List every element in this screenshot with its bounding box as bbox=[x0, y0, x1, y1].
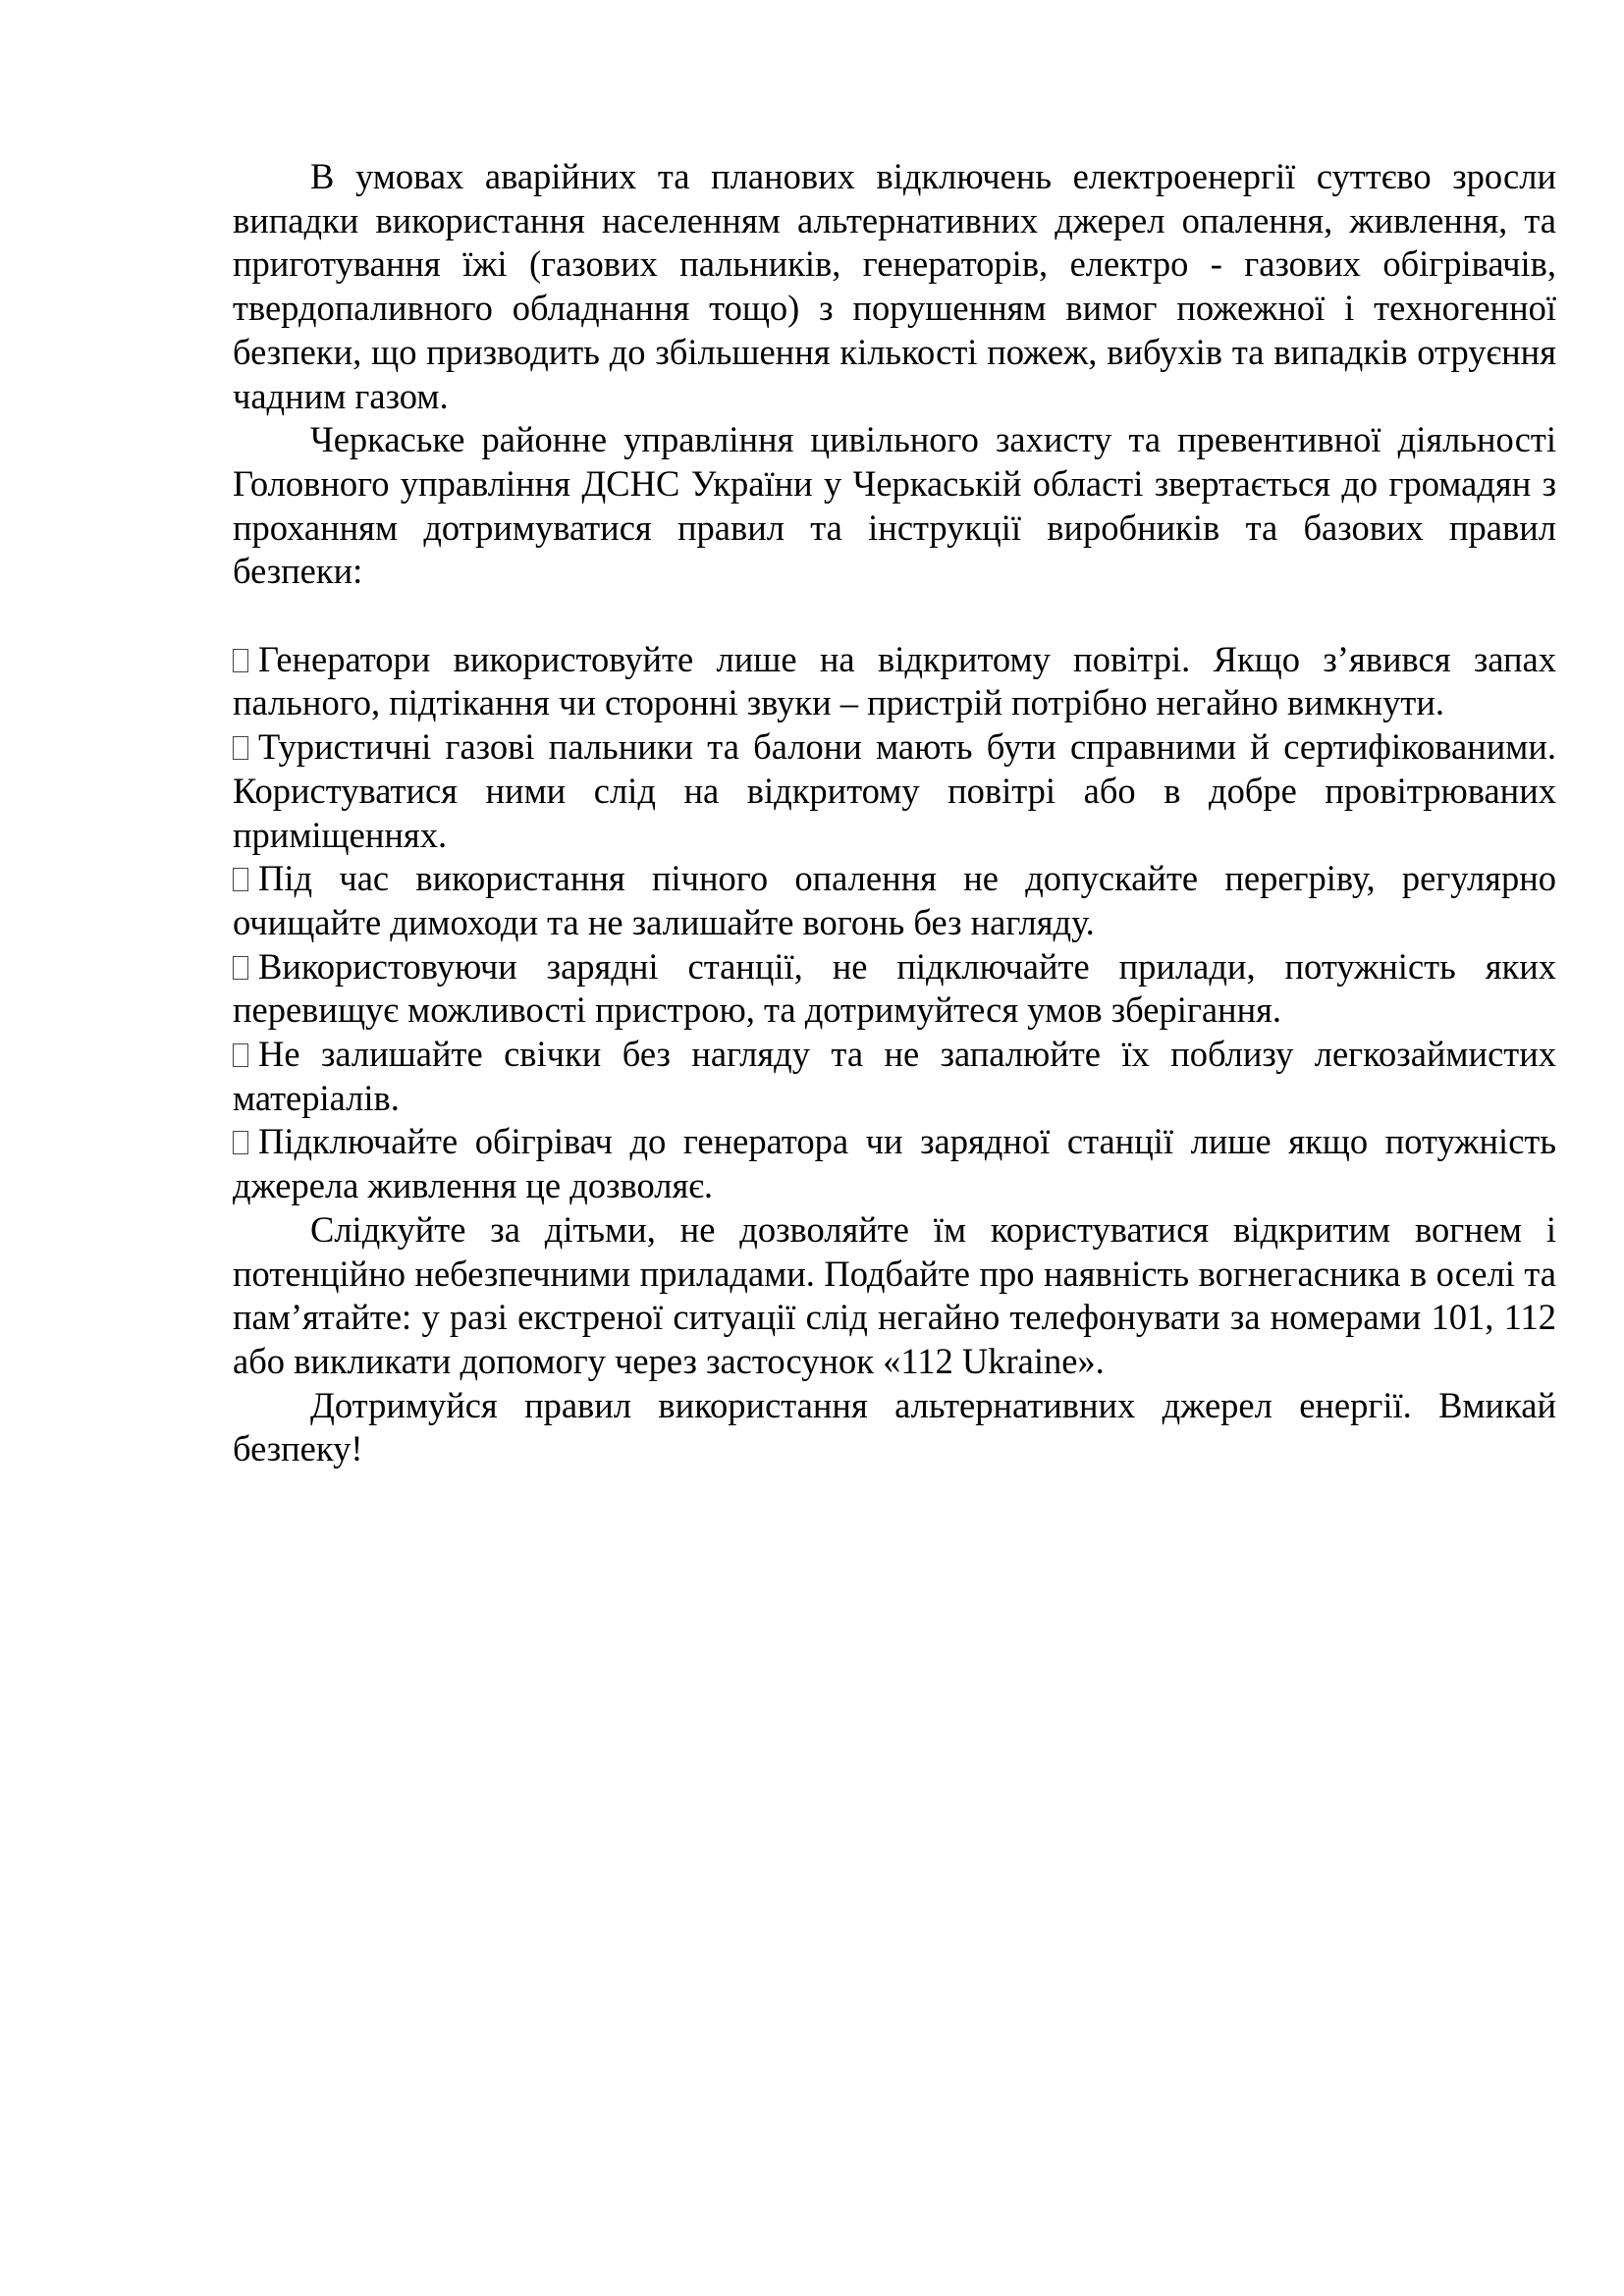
bullet-text: Генератори використовуйте лише на відкритому повітрі. Якщо з’явився запах пального, підтікання чи сторонні звуки – пристрій потрібно негайно вимкнути. bbox=[233, 638, 1556, 723]
bullet-text: Не залишайте свічки без нагляду та не запалюйте їх поблизу легкозаймистих матеріалів. bbox=[233, 1034, 1556, 1118]
closing-paragraph-1: Слідкуйте за дітьми, не дозволяйте їм користуватися відкритим вогнем і потенційно небезпечними приладами. Подбайте про наявність вогнегасника в оселі та пам’ятайте: у разі екстреної ситуації слід негайно телефонувати за номерами 101, 112 або викликати допомогу через застосунок «112 Ukraine». bbox=[233, 1208, 1556, 1381]
bullet-item-gas-burners bbox=[233, 725, 1556, 857]
missing-glyph-box-icon bbox=[233, 1043, 248, 1067]
missing-glyph-box-icon bbox=[233, 956, 248, 980]
bullet-item-heaters bbox=[233, 1120, 1556, 1207]
missing-glyph-box-icon bbox=[233, 1131, 248, 1154]
bullet-item-candles bbox=[233, 1033, 1556, 1120]
document-body bbox=[233, 155, 1556, 1471]
bullet-text: Використовуючи зарядні станції, не підключайте прилади, потужність яких перевищує можливості пристрою, та дотримуйтеся умов зберігання. bbox=[233, 945, 1556, 1031]
intro-paragraph-2: Черкаське районне управління цивільного захисту та превентивної діяльності Головного управління ДСНС України у Черкаській області звертається до громадян з проханням дотримуватися правил та інструкції виробників та базових правил безпеки: bbox=[233, 419, 1556, 592]
bullet-item-stove-heating bbox=[233, 857, 1556, 944]
bullet-item-charging-stations bbox=[233, 945, 1556, 1033]
closing-paragraph-2: Дотримуйся правил використання альтернативних джерел енергії. Вмикай безпеку! bbox=[233, 1384, 1556, 1469]
bullet-item-generators bbox=[233, 638, 1556, 725]
missing-glyph-box-icon bbox=[233, 868, 248, 891]
intro-paragraph-1: В умовах аварійних та планових відключень електроенергії суттєво зросли випадки використання населенням альтернативних джерел опалення, живлення, та приготування їжі (газових пальників, генераторів, електро - газових обігрівачів, твердопаливного обладнання тощо) з порушенням вимог пожежної і техногенної безпеки, що призводить до збільшення кількості пожеж, вибухів та випадків отруєння чадним газом. bbox=[233, 156, 1556, 416]
missing-glyph-box-icon bbox=[233, 736, 248, 760]
missing-glyph-box-icon bbox=[233, 649, 248, 672]
bullet-text: Підключайте обігрівач до генератора чи зарядної станції лише якщо потужність джерела живлення це дозволяє. bbox=[233, 1121, 1556, 1206]
bullet-text: Туристичні газові пальники та балони мають бути справними й сертифікованими. Користуватися ними слід на відкритому повітрі або в добре провітрюваних приміщеннях. bbox=[233, 726, 1556, 855]
bullet-text: Під час використання пічного опалення не допускайте перегріву, регулярно очищайте димоходи та не залишайте вогонь без нагляду. bbox=[233, 858, 1556, 942]
blank-line bbox=[233, 594, 1556, 638]
